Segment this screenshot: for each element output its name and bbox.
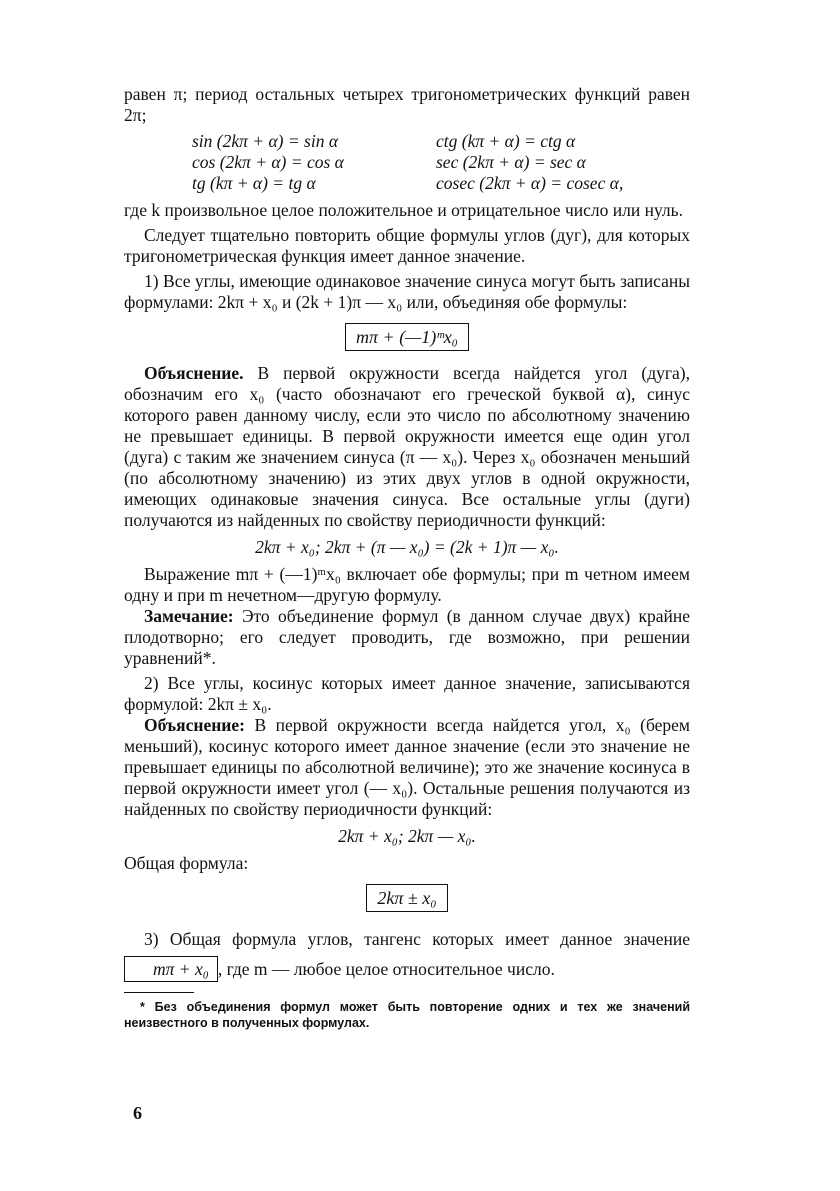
boxed-formula-cosine [124, 884, 690, 912]
explanation-label: Объяснение: [144, 715, 245, 735]
paragraph: Общая формула: [124, 853, 249, 873]
paragraph: равен π; период остальных четырех тригонометрических функций равен 2π; [124, 84, 690, 125]
formula: ctg (kπ + α) = ctg α [436, 131, 576, 151]
formula: sin (2kπ + α) = sin α [192, 131, 339, 151]
paragraph: Выражение mπ + (—1)ᵐx₀ включает обе формулы; при m четном имеем одну и при m нечетном—другую формулу. [124, 564, 690, 605]
paragraph: 2) Все углы, косинус которых имеет данное значение, записываются формулой: 2kπ ± x₀. [124, 673, 690, 714]
explanation-label: Объяснение. [144, 363, 244, 383]
explanation-text: В первой окружности всегда найдется угол (дуга), обозначим его x₀ (часто обозначают его греческой буквой α), синус которого равен данному числу, если это число по абсолютному значению не превышает единицы. В первой окружности имеется еще один угол (дуга) с таким же значением синуса (π — x₀). Через x₀ обозначен меньший (по абсолютному значению) из этих двух углов в одной окружности, имеющих одинаковые значения синуса. Все остальные углы (дуги) получаются из найденных по свойству периодичности функций: [124, 363, 690, 530]
tangent-text-b: , где m — любое целое относительное число. [217, 959, 555, 979]
paragraph: 1) Все углы, имеющие одинаковое значение синуса могут быть записаны формулами: 2kπ + x₀ и (2k + 1)π — x₀ или, объединяя обе формулы: [124, 271, 690, 312]
remark-text: Это объединение формул (в данном случае двух) крайне плодотворно; его следует проводить, где возможно, при решении уравнений*. [124, 606, 690, 668]
paragraph [124, 606, 690, 669]
paragraph [124, 924, 690, 984]
page-number: 6 [133, 1103, 142, 1123]
formula: sec (2kπ + α) = sec α [436, 152, 586, 172]
formula-box: mπ + (—1)ᵐx₀ [345, 323, 469, 351]
equation: 2kπ + x₀; 2kπ + (π — x₀) = (2k + 1)π — x₀. [255, 537, 559, 557]
paragraph: где k произвольное целое положительное и отрицательное число или нуль. [124, 200, 684, 220]
formula-box: 2kπ ± x₀ [366, 884, 447, 912]
paragraph: Следует тщательно повторить общие формулы углов (дуг), для которых тригонометрическая функция имеет данное значение. [124, 225, 690, 266]
footnote-divider [124, 992, 194, 993]
periodicity-formulas [192, 131, 690, 194]
footnote: * Без объединения формул может быть повторение одних и тех же значений неизвестного в полученных формулах. [124, 1000, 690, 1030]
explanation-text: В первой окружности всегда найдется угол, x₀ (берем меньший), косинус которого имеет данное значение (если это значение не превышает единицы по абсолютной величине); это же значение косинуса в первой окружности имеет угол (— x₀). Остальные решения получаются из найденных по свойству периодичности функций: [124, 715, 690, 819]
formula: cos (2kπ + α) = cos α [192, 152, 344, 172]
page-body [124, 84, 690, 1031]
boxed-formula-sine [124, 323, 690, 351]
paragraph [124, 363, 690, 531]
equation: 2kπ + x₀; 2kπ — x₀. [338, 826, 476, 846]
paragraph [124, 715, 690, 820]
remark-label: Замечание: [144, 606, 234, 626]
formula: tg (kπ + α) = tg α [192, 173, 316, 193]
formula-box: mπ + x₀ [124, 956, 218, 982]
formula: cosec (2kπ + α) = cosec α, [436, 173, 624, 193]
tangent-text-a: 3) Общая формула углов, тангенс которых имеет данное значение [144, 929, 690, 949]
